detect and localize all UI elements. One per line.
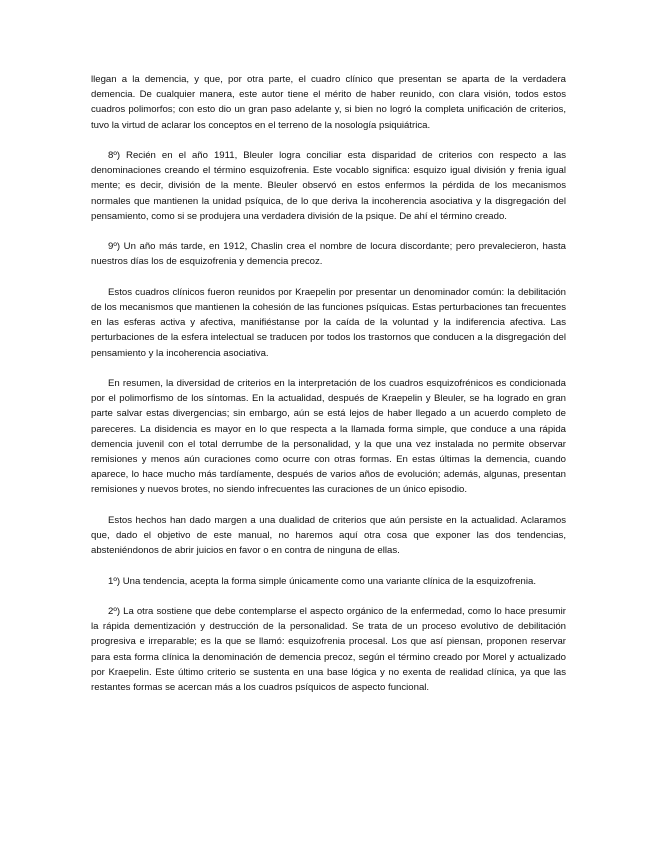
paragraph-tendencia-2: 2º) La otra sostiene que debe contemplarse el aspecto orgánico de la enfermedad, como lo hace presumir la rápida dementización y destrucción de la personalidad. Se trata de un proceso evolutivo de debilitación progresiva e irreparable; es la que se llamó: esquizofrenia procesal. Los que así piensan, proponen reservar para esta forma clínica la denominación de demencia precoz, según el término creado por Morel y actualizado por Kraepelin. Este último criterio se sustenta en una base lógica y no exenta de realidad clínica, ya que las restantes formas se acercan más a los cuadros psíquicos de aspecto funcional. [91, 606, 566, 694]
paragraph-tendencia-1: 1º) Una tendencia, acepta la forma simple únicamente como una variante clínica de la esquizofrenia. [108, 575, 536, 587]
paragraph-kraepelin: Estos cuadros clínicos fueron reunidos por Kraepelin por presentar un denominador común: la debilitación de los mecanismos que mantienen la cohesión de las funciones psíquicas. Estas perturbaciones tan frecuentes en las esferas activa y afectiva, manifiéstanse por la caída de la voluntad y la indiferencia afectiva. Las perturbaciones de la esfera intelectual se traducen por todos los trastornos que conducen a la disgregación del pensamiento y la incoherencia asociativa. [91, 286, 566, 359]
paragraph-continuation: llegan a la demencia, y que, por otra parte, el cuadro clínico que presentan se aparta de la verdadera demencia. De cualquier manera, este autor tiene el mérito de haber reunido, con clara visión, todos estos cuadros polimorfos; con esto dio un gran paso adelante y, si bien no logró la completa unificación de criterios, tuvo la virtud de aclarar los conceptos en el terreno de la nosología psiquiátrica. [91, 74, 566, 131]
paragraph-chaslin: 9º) Un año más tarde, en 1912, Chaslin crea el nombre de locura discordante; pero prevalecieron, hasta nuestros días los de esquizofrenia y demencia precoz. [91, 241, 566, 268]
paragraph-bleuler: 8º) Recién en el año 1911, Bleuler logra conciliar esta disparidad de criterios con respecto a las denominaciones creando el término esquizofrenia. Este vocablo significa: esquizo igual división y frenia igual mente; es decir, división de la mente. Bleuler observó en estos enfermos la pérdida de los mecanismos normales que mantienen la unidad psíquica, de lo que deriva la incoherencia asociativa y la disgregación del pensamiento, como si se produjera una verdadera división de la psique. De ahí el término creado. [91, 150, 566, 222]
paragraph-resumen: En resumen, la diversidad de criterios en la interpretación de los cuadros esquizofrénicos es condicionada por el polimorfismo de los síntomas. En la actualidad, después de Kraepelin y Bleuler, se ha logrado en gran parte salvar estas divergencias; sin embargo, aún se está lejos de haber llegado a un acuerdo completo de pareceres. La disidencia es mayor en lo que respecta a la llamada forma simple, que conduce a una rápida demencia juvenil con el total derrumbe de la personalidad, y la que una vez instalada no permite observar remisiones y menos aún curaciones como ocurre con otras formas. En estas últimas la demencia, cuando aparece, lo hace mucho más tardíamente, después de varios años de evolución; además, algunas, presentan remisiones y nuevos brotes, no siendo infrecuentes las curaciones de un único episodio. [91, 378, 566, 496]
paragraph-dualidad: Estos hechos han dado margen a una dualidad de criterios que aún persiste en la actualidad. Aclaramos que, dado el objetivo de este manual, no haremos aquí otra cosa que exponer las dos tendencias, absteniéndonos de abrir juicios en favor o en contra de ninguna de ellas. [91, 514, 566, 557]
document-page [91, 72, 566, 710]
